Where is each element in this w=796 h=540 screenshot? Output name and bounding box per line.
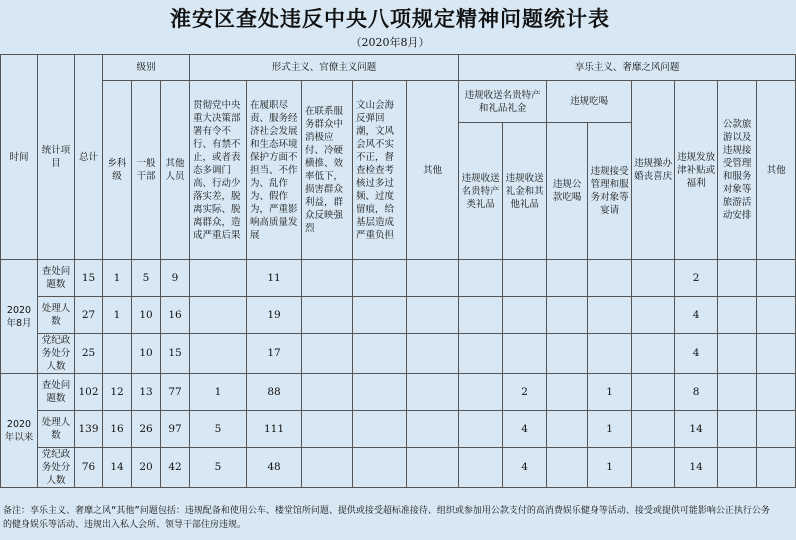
- data-cell: [407, 448, 459, 488]
- data-cell: [503, 297, 547, 334]
- data-cell: 1: [103, 297, 132, 334]
- data-cell: [353, 374, 407, 411]
- data-cell: [757, 260, 796, 297]
- header-dining-public: 违规公款吃喝: [547, 123, 588, 260]
- table-row: [1, 411, 796, 448]
- data-cell: 97: [161, 411, 190, 448]
- statistics-table: [0, 54, 796, 488]
- header-formalism-4: 文山会海反弹回潮，文风会风不实不正，督查检查考核过多过频、过度留痕，给基层造成严重负担: [353, 81, 407, 260]
- header-total: 总计: [75, 55, 103, 260]
- data-cell: [588, 334, 632, 374]
- data-cell: [302, 297, 353, 334]
- header-gifts-group: 违规收送名贵特产和礼品礼金: [459, 81, 547, 123]
- data-cell: [632, 260, 675, 297]
- header-formalism-other: 其他: [407, 81, 459, 260]
- data-cell: [718, 374, 757, 411]
- data-cell: [103, 334, 132, 374]
- data-cell: [302, 448, 353, 488]
- data-cell: [547, 448, 588, 488]
- data-cell: [547, 297, 588, 334]
- data-cell: 14: [675, 448, 718, 488]
- data-cell: 77: [161, 374, 190, 411]
- data-cell: 48: [247, 448, 302, 488]
- data-cell: 10: [132, 297, 161, 334]
- data-cell: 111: [247, 411, 302, 448]
- period-label: 2020年8月: [1, 260, 38, 374]
- data-cell: [757, 374, 796, 411]
- row-label: 党纪政务处分人数: [38, 334, 75, 374]
- data-cell: [459, 411, 503, 448]
- period-label: 2020年以来: [1, 374, 38, 488]
- data-cell: 14: [103, 448, 132, 488]
- data-cell: [718, 297, 757, 334]
- header-level-township: 乡科级: [103, 81, 132, 260]
- data-cell: [353, 260, 407, 297]
- data-cell: [757, 297, 796, 334]
- data-cell: 12: [103, 374, 132, 411]
- data-cell: 8: [675, 374, 718, 411]
- data-cell: 4: [503, 411, 547, 448]
- data-cell: 4: [675, 297, 718, 334]
- table-row: [1, 374, 796, 411]
- data-cell: 2: [503, 374, 547, 411]
- data-cell: 9: [161, 260, 190, 297]
- row-label: 查处问题数: [38, 374, 75, 411]
- data-cell: 16: [161, 297, 190, 334]
- data-cell: [632, 297, 675, 334]
- data-cell: [407, 334, 459, 374]
- data-cell: 14: [675, 411, 718, 448]
- data-cell: [407, 411, 459, 448]
- data-cell: [718, 411, 757, 448]
- row-label: 处理人数: [38, 411, 75, 448]
- header-gifts-specialty: 违规收送名贵特产类礼品: [459, 123, 503, 260]
- data-cell: 139: [75, 411, 103, 448]
- data-cell: [459, 448, 503, 488]
- data-cell: 1: [588, 411, 632, 448]
- data-cell: [588, 260, 632, 297]
- data-cell: [718, 334, 757, 374]
- data-cell: [757, 448, 796, 488]
- table-row: [1, 260, 796, 297]
- data-cell: 4: [503, 448, 547, 488]
- data-cell: 102: [75, 374, 103, 411]
- header-level-general: 一般干部: [132, 81, 161, 260]
- data-cell: 2: [675, 260, 718, 297]
- data-cell: 1: [588, 374, 632, 411]
- data-cell: 5: [132, 260, 161, 297]
- row-label: 党纪政务处分人数: [38, 448, 75, 488]
- data-cell: 19: [247, 297, 302, 334]
- data-cell: [407, 374, 459, 411]
- data-cell: [503, 334, 547, 374]
- data-cell: [459, 374, 503, 411]
- table-row: [1, 448, 796, 488]
- header-item: 统计项目: [38, 55, 75, 260]
- data-cell: 88: [247, 374, 302, 411]
- data-cell: [302, 334, 353, 374]
- table-row: [1, 334, 796, 374]
- data-cell: [353, 297, 407, 334]
- data-cell: [547, 260, 588, 297]
- data-cell: 25: [75, 334, 103, 374]
- page-title: 淮安区查处违反中央八项规定精神问题统计表: [170, 7, 610, 31]
- data-cell: [632, 334, 675, 374]
- data-cell: [407, 297, 459, 334]
- header-dining-group: 违规吃喝: [547, 81, 632, 123]
- header-gifts-money: 违规收送礼金和其他礼品: [503, 123, 547, 260]
- data-cell: [718, 448, 757, 488]
- data-cell: [547, 334, 588, 374]
- header-dining-banquet: 违规接受管理和服务对象等宴请: [588, 123, 632, 260]
- data-cell: 16: [103, 411, 132, 448]
- data-cell: 5: [190, 448, 247, 488]
- table-row: [1, 297, 796, 334]
- data-cell: [503, 260, 547, 297]
- data-cell: 5: [190, 411, 247, 448]
- header-level-other: 其他人员: [161, 81, 190, 260]
- data-cell: 76: [75, 448, 103, 488]
- page-subtitle: （2020年8月）: [350, 36, 430, 49]
- data-cell: [353, 448, 407, 488]
- data-cell: 27: [75, 297, 103, 334]
- data-cell: [547, 374, 588, 411]
- data-cell: [190, 334, 247, 374]
- data-cell: [632, 411, 675, 448]
- header-formalism-1: 贯彻党中央重大决策部署有令不行、有禁不止，或者表态多调门高、行动少落实差，脱离实际、脱离群众，造成严重后果: [190, 81, 247, 260]
- data-cell: [459, 334, 503, 374]
- data-cell: 11: [247, 260, 302, 297]
- data-cell: 1: [103, 260, 132, 297]
- header-hedonism-group: 享乐主义、奢靡之风问题: [459, 55, 796, 81]
- data-cell: 26: [132, 411, 161, 448]
- data-cell: [632, 448, 675, 488]
- data-cell: 4: [675, 334, 718, 374]
- data-cell: [190, 260, 247, 297]
- data-cell: 1: [190, 374, 247, 411]
- header-hedonism-other: 其他: [757, 81, 796, 260]
- header-formalism-3: 在联系服务群众中消极应付、冷硬横推、效率低下，损害群众利益，群众反映强烈: [302, 81, 353, 260]
- data-cell: 1: [588, 448, 632, 488]
- data-cell: 10: [132, 334, 161, 374]
- data-cell: [757, 334, 796, 374]
- data-cell: [190, 297, 247, 334]
- data-cell: 15: [75, 260, 103, 297]
- header-time: 时间: [1, 55, 38, 260]
- header-hedonism-weddings: 违规操办婚丧喜庆: [632, 81, 675, 260]
- data-cell: [459, 297, 503, 334]
- data-cell: 13: [132, 374, 161, 411]
- data-cell: 15: [161, 334, 190, 374]
- data-cell: [588, 297, 632, 334]
- header-formalism-2: 在履职尽责、服务经济社会发展和生态环境保护方面不担当、不作为、乱作为、假作为，严重影响高质量发展: [247, 81, 302, 260]
- row-label: 处理人数: [38, 297, 75, 334]
- row-label: 查处问题数: [38, 260, 75, 297]
- table-note: 备注：享乐主义、奢靡之风“其他”问题包括：违规配备和使用公车、楼堂馆所问题、提供或接受超标准接待、组织或参加用公款支付的高消费娱乐健身等活动、接受或提供可能影响公正执行公务的健身娱乐等活动、违规出入私人会所、领导干部住房违规。: [3, 506, 770, 530]
- data-cell: [353, 411, 407, 448]
- data-cell: [632, 374, 675, 411]
- data-cell: [459, 260, 503, 297]
- data-cell: [353, 334, 407, 374]
- data-cell: [407, 260, 459, 297]
- header-formalism-group: 形式主义、官僚主义问题: [190, 55, 459, 81]
- data-cell: [302, 411, 353, 448]
- data-cell: [302, 374, 353, 411]
- data-cell: [547, 411, 588, 448]
- header-hedonism-subsidies: 违规发放津补贴或福利: [675, 81, 718, 260]
- header-level-group: 级别: [103, 55, 190, 81]
- data-cell: 20: [132, 448, 161, 488]
- data-cell: 17: [247, 334, 302, 374]
- data-cell: [757, 411, 796, 448]
- header-hedonism-travel: 公款旅游以及违规接受管理和服务对象等旅游活动安排: [718, 81, 757, 260]
- data-cell: [718, 260, 757, 297]
- data-cell: [302, 260, 353, 297]
- data-cell: 42: [161, 448, 190, 488]
